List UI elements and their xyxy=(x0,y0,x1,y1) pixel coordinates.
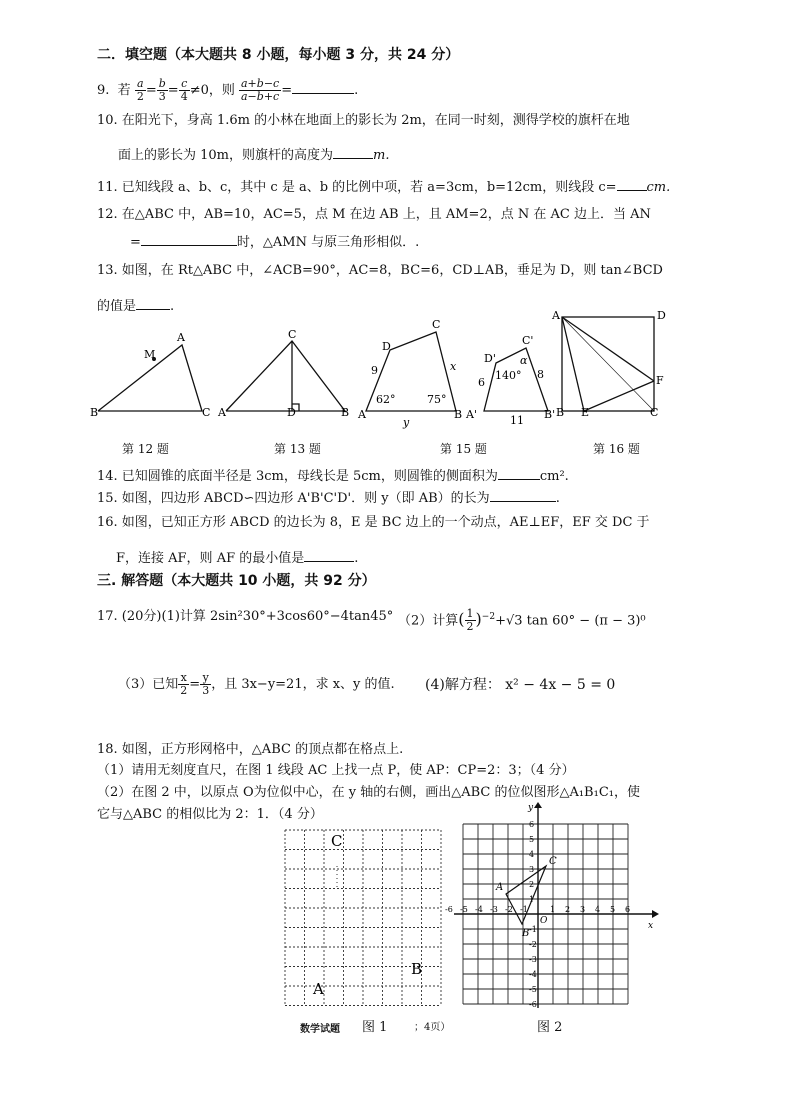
y-tick-label: -6 xyxy=(529,1000,537,1009)
q9-number: 9. xyxy=(97,83,110,98)
q9-frac-expression: $\frac{a+b-c}{a-b+c}$ xyxy=(241,77,280,103)
fig15-label-d-prime: D' xyxy=(484,352,496,365)
fig15-side-9: 9 xyxy=(371,364,378,377)
x-tick-label: 4 xyxy=(595,905,601,914)
fig15-label-a-prime: A' xyxy=(466,408,477,421)
q17-part3: （3）已知 $\frac{x}{2}$ = $\frac{y}{3}$ ，且 3x−y=21，求 x、y 的值. xyxy=(118,671,395,697)
q18-line4: 它与△ABC 的相似比为 2：1．（4 分） xyxy=(97,807,323,822)
x-tick-label: 3 xyxy=(580,905,586,914)
q9-prefix: 若 xyxy=(117,83,131,98)
caption-fig-13: 第 13 题 xyxy=(274,442,321,456)
y-tick-label: -3 xyxy=(529,955,537,964)
grid-1-lines xyxy=(285,830,441,1006)
q9-frac-c4: $\frac{c}{4}$ xyxy=(180,77,188,103)
q9-eq: = xyxy=(281,83,293,98)
fig15-label-a: A xyxy=(358,408,366,421)
question-14: 14. 已知圆锥的底面半径是 3cm，母线长是 5cm，则圆锥的侧面积为 cm². xyxy=(97,466,569,486)
grid-2-label-b: B xyxy=(522,928,530,939)
grid-figure-1 xyxy=(283,828,455,1008)
q15-answer-blank[interactable] xyxy=(490,488,556,502)
fig16-label-d: D xyxy=(657,309,666,322)
fig12-label-c: C xyxy=(202,406,211,419)
q18-line1: 18. 如图，正方形网格中，△ABC 的顶点都在格点上. xyxy=(97,742,404,757)
fig15-angle-140: 140° xyxy=(495,369,522,382)
q12-line1: 12. 在△ABC 中，AB=10，AC=5，点 M 在边 AB 上，且 AM=2，点 N 在 AC 边上．当 AN xyxy=(97,207,651,222)
y-tick-label: -2 xyxy=(529,940,537,949)
q16-answer-blank[interactable] xyxy=(304,548,354,562)
fig13-label-b: B xyxy=(341,406,350,419)
question-15: 15. 如图，四边形 ABCD∽四边形 A'B'C'D'．则 y（即 AB）的长为 . xyxy=(97,488,560,508)
grid-1-label-a: A xyxy=(313,980,324,998)
section-2-title: 二．填空题（本大题共 8 小题，每小题 3 分，共 24 分） xyxy=(97,47,460,63)
footer-page: ；4页） xyxy=(414,1022,451,1033)
grid-1-label-c: C xyxy=(331,832,343,850)
x-tick-label: 5 xyxy=(610,905,616,914)
fig12-label-b: B xyxy=(90,406,99,419)
caption-fig-16: 第 16 题 xyxy=(593,442,640,456)
fig15-label-b: B xyxy=(454,408,463,421)
fig13-label-a: A xyxy=(218,406,226,419)
x-tick-label: -6 xyxy=(445,905,453,914)
fig15-side-11: 11 xyxy=(510,414,524,427)
y-tick-label: -4 xyxy=(529,970,537,979)
section-3-title: 三. 解答题（本大题共 10 小题，共 92 分） xyxy=(97,573,376,589)
caption-fig-15: 第 15 题 xyxy=(440,442,487,456)
figures-row xyxy=(90,308,680,433)
fig13-label-c: C xyxy=(288,328,297,341)
x-tick-label: 1 xyxy=(550,905,556,914)
grid-figure-2 xyxy=(445,802,660,1009)
fig16-label-e: E xyxy=(581,406,590,419)
grid-1-label-b: B xyxy=(411,960,423,978)
q17-part2: （2）计算( $\frac{1}{2}$ )$^{-2}$+√3 tan 60° − (π − 3)⁰ xyxy=(398,607,646,634)
q11-answer-blank[interactable] xyxy=(617,177,647,191)
q9-answer-blank[interactable] xyxy=(292,80,354,94)
q14-answer-blank[interactable] xyxy=(498,466,540,480)
q12-line2: = 时，△AMN 与原三角形相似．. xyxy=(130,232,419,252)
fig15-angle-alpha: α xyxy=(520,354,528,367)
fig12-label-m: M xyxy=(144,348,156,361)
q13-line2: 的值是 . xyxy=(97,296,174,316)
x-tick-label: -2 xyxy=(505,905,513,914)
fig16-label-a: A xyxy=(552,309,560,322)
y-tick-label: 2 xyxy=(529,880,535,889)
y-tick-label: 4 xyxy=(529,850,535,859)
grid-2-label-c: C xyxy=(549,856,557,867)
fig15-label-d: D xyxy=(382,340,391,353)
q9-frac-b3: $\frac{b}{3}$ xyxy=(158,77,166,103)
q10-line2: 面上的影长为 10m，则旗杆的高度为 m. xyxy=(118,145,389,165)
q12-answer-blank[interactable] xyxy=(141,232,237,246)
fig15-angle-62: 62° xyxy=(376,393,396,406)
q18-line3: （2）在图 2 中，以原点 O为位似中心，在 y 轴的右侧，画出△ABC 的位似图形△A₁B₁C₁，使 xyxy=(97,785,640,800)
x-axis-label: x xyxy=(648,921,654,931)
x-tick-label: -5 xyxy=(460,905,468,914)
fig16-label-b: B xyxy=(556,406,565,419)
y-tick-label: 1 xyxy=(529,895,535,904)
q16-line2: F，连接 AF，则 AF 的最小值是 . xyxy=(116,548,358,568)
fig16-label-f: F xyxy=(656,374,664,387)
fig15-label-c: C xyxy=(432,318,441,331)
q18-line2: （1）请用无刻度直尺，在图 1 线段 AC 上找一点 P，使 AP：CP=2：3；（4 分） xyxy=(97,763,575,778)
fig15-side-y: y xyxy=(403,416,410,429)
y-tick-label: -1 xyxy=(529,925,537,934)
x-axis-arrow xyxy=(652,910,659,918)
grid-2-label-a: A xyxy=(496,882,504,893)
x-tick-label: -3 xyxy=(490,905,498,914)
origin-label: O xyxy=(540,916,548,926)
caption-fig-12: 第 12 题 xyxy=(122,442,169,456)
fig12-label-a: A xyxy=(177,331,185,344)
q13-line1: 13. 如图，在 Rt△ABC 中，∠ACB=90°，AC=8，BC=6，CD⊥AB，垂足为 D，则 tan∠BCD xyxy=(97,263,663,278)
y-tick-label: 3 xyxy=(529,865,535,874)
q9-frac-a2: $\frac{a}{2}$ xyxy=(136,77,144,103)
q10-answer-blank[interactable] xyxy=(333,145,373,159)
fig13-label-d: D xyxy=(287,406,296,419)
fig15-side-x: x xyxy=(450,360,457,373)
y-tick-label: -5 xyxy=(529,985,537,994)
y-axis-arrow xyxy=(534,802,542,808)
q17-part4: (4)解方程： x² − 4x − 5 = 0 xyxy=(425,677,616,693)
y-tick-label: 6 xyxy=(529,820,535,829)
fig16-label-c: C xyxy=(650,406,659,419)
y-tick-label: 5 xyxy=(529,835,535,844)
fig15-angle-75: 75° xyxy=(427,393,447,406)
fig15-side-8: 8 xyxy=(537,368,544,381)
x-tick-label: -4 xyxy=(475,905,483,914)
q17-part1: 17. (20分)(1)计算 2sin²30°+3cos60°−4tan45° xyxy=(97,609,394,624)
x-tick-label: 6 xyxy=(625,905,631,914)
footer-fig2: 图 2 xyxy=(537,1020,563,1035)
figure-16 xyxy=(562,317,654,411)
x-tick-label: -1 xyxy=(520,905,528,914)
figure-13 xyxy=(226,341,345,411)
fig15-side-6: 6 xyxy=(478,376,485,389)
question-9: 9. 若 $\frac{a}{2}$ = $\frac{b}{3}$ = $\frac{c}{4}$ ≠0，则 $\frac{a+b-c}{a-b+c}$ = . xyxy=(97,77,359,103)
q9-neq: ≠0，则 xyxy=(189,83,235,98)
footer-fig1: 图 1 xyxy=(362,1020,388,1035)
footer-title: 数学试题 xyxy=(300,1024,340,1035)
q16-line1: 16. 如图，已知正方形 ABCD 的边长为 8，E 是 BC 边上的一个动点，AE⊥EF，EF 交 DC 于 xyxy=(97,515,650,530)
question-11: 11. 已知线段 a、b、c，其中 c 是 a、b 的比例中项，若 a=3cm，b=12cm，则线段 c= cm. xyxy=(97,177,670,197)
q10-line1: 10. 在阳光下，身高 1.6m 的小林在地面上的影长为 2m，在同一时刻，测得学校的旗杆在地 xyxy=(97,113,630,128)
fig15-label-b-prime: B' xyxy=(544,408,556,421)
x-tick-label: 2 xyxy=(565,905,571,914)
fig15-label-c-prime: C' xyxy=(522,334,534,347)
y-axis-label: y xyxy=(528,803,534,813)
